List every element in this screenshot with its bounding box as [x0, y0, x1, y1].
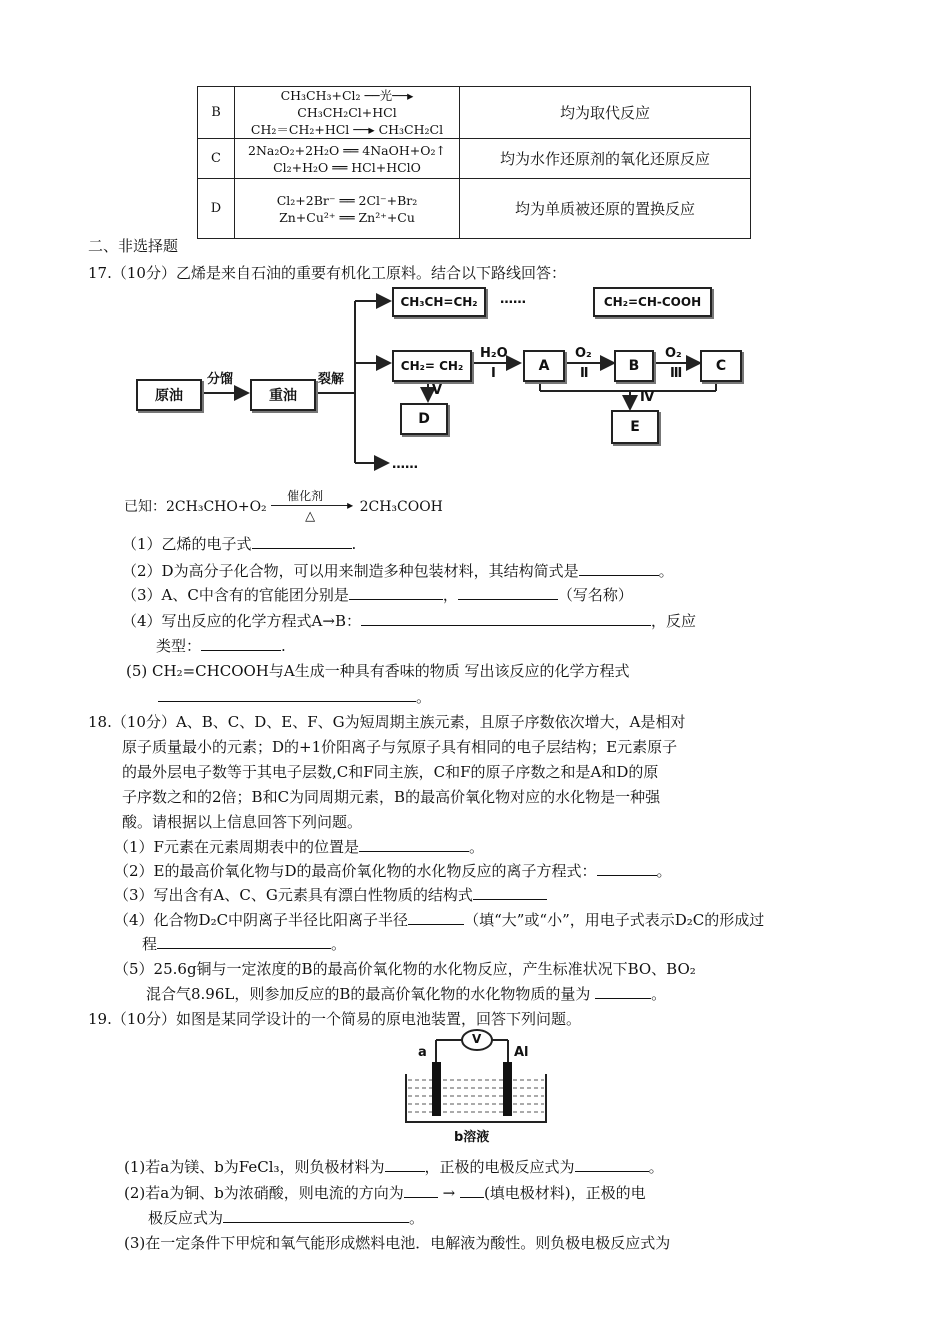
label-i: I: [491, 366, 496, 381]
heat-label: △: [305, 509, 316, 524]
q18-line3: 的最外层电子数等于其电子层数,C和F同主族，C和F的原子序数之和是A和D的原: [122, 763, 659, 781]
q17-part5: (5) CH₂=CHCOOH与A生成一种具有香味的物质 写出该反应的化学方程式: [126, 662, 630, 680]
q18-p4b-end: 。: [331, 935, 347, 953]
label-iii: Ⅲ: [670, 366, 683, 381]
q17-part4b: [156, 635, 286, 656]
label-distill: 分馏: [207, 372, 234, 387]
box-acrylic-acid: CH₂=CH-COOH: [593, 287, 712, 317]
answer-blank[interactable]: [361, 610, 651, 626]
label-voltmeter: V: [472, 1032, 482, 1046]
equation: Cl₂+H₂O ══ HCl+HClO: [273, 159, 421, 175]
q17-p4-end: ，反应: [650, 612, 696, 630]
q19-p1-mid: ，正极的电极反应式为: [424, 1158, 575, 1176]
row-label: C: [198, 139, 235, 179]
table-row: [198, 139, 751, 179]
answer-blank[interactable]: [595, 983, 651, 999]
dots-2: ……: [392, 457, 418, 472]
q17-part4: [122, 610, 696, 631]
electrode-a: [432, 1062, 441, 1116]
q18-p2-end: 。: [656, 862, 672, 880]
equation: Zn+Cu²⁺ ══ Zn²⁺+Cu: [279, 209, 415, 225]
q17-part2: [122, 560, 674, 581]
q17-p4b-end: .: [281, 637, 286, 655]
q17-p3-end: （写名称）: [557, 586, 633, 604]
arrow-symbol: →: [442, 1184, 456, 1202]
row-equations: [235, 87, 460, 139]
q17-p3-text: （3）A、C中含有的官能团分别是: [122, 586, 349, 604]
q19-p1-end: 。: [648, 1158, 664, 1176]
answer-blank[interactable]: [158, 686, 416, 702]
row-description: 均为水作还原剂的氧化还原反应: [460, 139, 751, 179]
answer-blank[interactable]: [575, 1156, 649, 1172]
box-propene: CH₃CH=CH₂: [392, 287, 486, 317]
q19-p2b-text: 极反应式为: [148, 1209, 224, 1227]
beaker: [406, 1074, 546, 1122]
row-description: 均为取代反应: [460, 87, 751, 139]
answer-blank[interactable]: [223, 1207, 409, 1223]
q18-p4-mid: （填“大”或“小”，用电子式表示D₂C的形成过: [464, 911, 765, 929]
q18-part5: （5）25.6g铜与一定浓度的B的最高价氧化物的水化物反应，产生标准状况下BO、BO₂: [114, 960, 696, 978]
options-table: [197, 86, 751, 239]
label-ii: Ⅱ: [580, 366, 589, 381]
box-c: C: [700, 350, 742, 382]
box-heavy-oil: 重油: [250, 379, 316, 411]
q17-stem: 17.（10分）乙烯是来自石油的重要有机化工原料。结合以下路线回答：: [88, 264, 566, 282]
box-e: E: [611, 410, 659, 444]
box-a: A: [523, 350, 565, 382]
q17-p4-text: （4）写出反应的化学方程式A→B：: [122, 612, 361, 630]
q18-p3-text: （3）写出含有A、C、G元素具有漂白性物质的结构式: [114, 886, 473, 904]
known-reaction: [124, 489, 443, 524]
label-o2-b: O₂: [665, 346, 682, 361]
q17-p2-text: （2）D为高分子化合物，可以用来制造多种包装材料，其结构简式是: [122, 562, 579, 580]
q18-line1: 18.（10分）A、B、C、D、E、F、G为短周期主族元素，且原子序数依次增大，A是相对: [88, 713, 686, 731]
q18-p5b-text: 混合气8.96L，则参加反应的B的最高价氧化物的水化物物质的量为: [146, 985, 591, 1003]
label-solution: b溶液: [454, 1130, 490, 1145]
q19-stem: 19.（10分）如图是某同学设计的一个简易的原电池装置，回答下列问题。: [88, 1010, 581, 1028]
equation: Cl₂+2Br⁻ ══ 2Cl⁻+Br₂: [276, 192, 418, 208]
label-electrode-a: a: [418, 1045, 427, 1060]
answer-blank[interactable]: [157, 933, 331, 949]
q19-p2-mid: (填电极材料)，正极的电: [483, 1184, 646, 1202]
q18-part4b: [142, 933, 346, 954]
q17-p4b-text: 类型：: [156, 637, 202, 655]
q18-p1-text: （1）F元素在元素周期表中的位置是: [114, 838, 359, 856]
q19-part2: [124, 1182, 646, 1203]
label-o2-a: O₂: [575, 346, 592, 361]
electrode-al: [503, 1062, 512, 1116]
answer-blank[interactable]: [460, 1182, 484, 1198]
q17-part3: [122, 584, 633, 605]
answer-blank[interactable]: [579, 560, 659, 576]
table-row: [198, 179, 751, 239]
q18-p2-text: （2）E的最高价氧化物与D的最高价氧化物的水化物反应的离子方程式：: [114, 862, 597, 880]
row-label: B: [198, 87, 235, 139]
label-iv: Ⅳ: [640, 390, 655, 405]
equation: CH₂＝CH₂+HCl ──▸ CH₃CH₂Cl: [250, 122, 444, 137]
section-title: 二、非选择题: [88, 237, 179, 255]
arrow-line: [271, 505, 351, 506]
q18-line5: 酸。请根据以上信息回答下列问题。: [122, 813, 363, 831]
catalyst-arrow: [271, 489, 355, 524]
q17-p1-end: .: [351, 535, 357, 553]
row-label: D: [198, 179, 235, 239]
label-v: V: [432, 383, 443, 398]
q18-part4: [114, 909, 764, 930]
row-equations: [235, 139, 460, 179]
q17-p5-end: 。: [416, 688, 432, 706]
answer-blank[interactable]: [408, 909, 464, 925]
q18-line4: 子序数之和的2倍；B和C为同周期元素，B的最高价氧化物对应的水化物是一种强: [122, 788, 661, 806]
q19-p2b-end: 。: [409, 1209, 425, 1227]
known-suffix: 2CH₃COOH: [359, 499, 443, 515]
q18-part3: [114, 884, 547, 905]
answer-blank[interactable]: [597, 860, 657, 876]
q18-p5b-end: 。: [651, 985, 667, 1003]
answer-blank[interactable]: [385, 1156, 425, 1172]
label-crack: 裂解: [318, 372, 345, 387]
table-row: [198, 87, 751, 139]
q17-p1-text: （1）乙烯的电子式: [122, 535, 252, 553]
q17-p2-end: 。: [658, 562, 674, 580]
q19-p1-text: (1)若a为镁、b为FeCl₃，则负极材料为: [124, 1158, 385, 1176]
q18-part1: [114, 836, 484, 857]
row-description: 均为单质被还原的置换反应: [460, 179, 751, 239]
q18-p4b-text: 程: [142, 935, 158, 953]
q17-part5b: [158, 686, 431, 707]
box-b: B: [614, 350, 654, 382]
answer-blank[interactable]: [359, 836, 469, 852]
answer-blank[interactable]: [458, 584, 558, 600]
q18-part2: [114, 860, 672, 881]
answer-blank[interactable]: [349, 584, 443, 600]
answer-blank[interactable]: [252, 533, 352, 549]
q18-line2: 原子质量最小的元素；D的+1价阳离子与氖原子具有相同的电子层结构；E元素原子: [122, 738, 678, 756]
q19-part3: (3)在一定条件下甲烷和氧气能形成燃料电池．电解液为酸性。则负极电极反应式为: [124, 1234, 671, 1252]
known-prefix: 已知：2CH₃CHO+O₂: [124, 499, 267, 515]
answer-blank[interactable]: [201, 635, 281, 651]
equation: 2Na₂O₂+2H₂O ══ 4NaOH+O₂↑: [248, 142, 446, 158]
q17-part1: [122, 533, 356, 554]
equation: CH₃CH₃+Cl₂ ──光──▸ CH₃CH₂Cl+HCl: [280, 88, 414, 120]
arrow-head: ▸: [347, 498, 354, 512]
label-h2o: H₂O: [480, 346, 508, 361]
q18-part5b: [146, 983, 666, 1004]
q19-part1: [124, 1156, 664, 1177]
q18-p1-end: 。: [468, 838, 484, 856]
row-equations: [235, 179, 460, 239]
box-d: D: [400, 403, 448, 435]
label-electrode-al: Al: [514, 1045, 529, 1060]
answer-blank[interactable]: [473, 884, 547, 900]
q18-p4-text: （4）化合物D₂C中阴离子半径比阳离子半径: [114, 911, 409, 929]
catalyst-label: 催化剂: [287, 489, 324, 503]
box-crude-oil: 原油: [136, 379, 202, 411]
dots-1: ……: [500, 292, 526, 307]
box-ethylene: CH₂= CH₂: [392, 350, 472, 382]
q19-part2b: [148, 1207, 424, 1228]
answer-blank[interactable]: [404, 1182, 438, 1198]
q17-p3-mid: ，: [442, 586, 458, 604]
q19-p2-text: (2)若a为铜、b为浓硝酸，则电流的方向为: [124, 1184, 404, 1202]
